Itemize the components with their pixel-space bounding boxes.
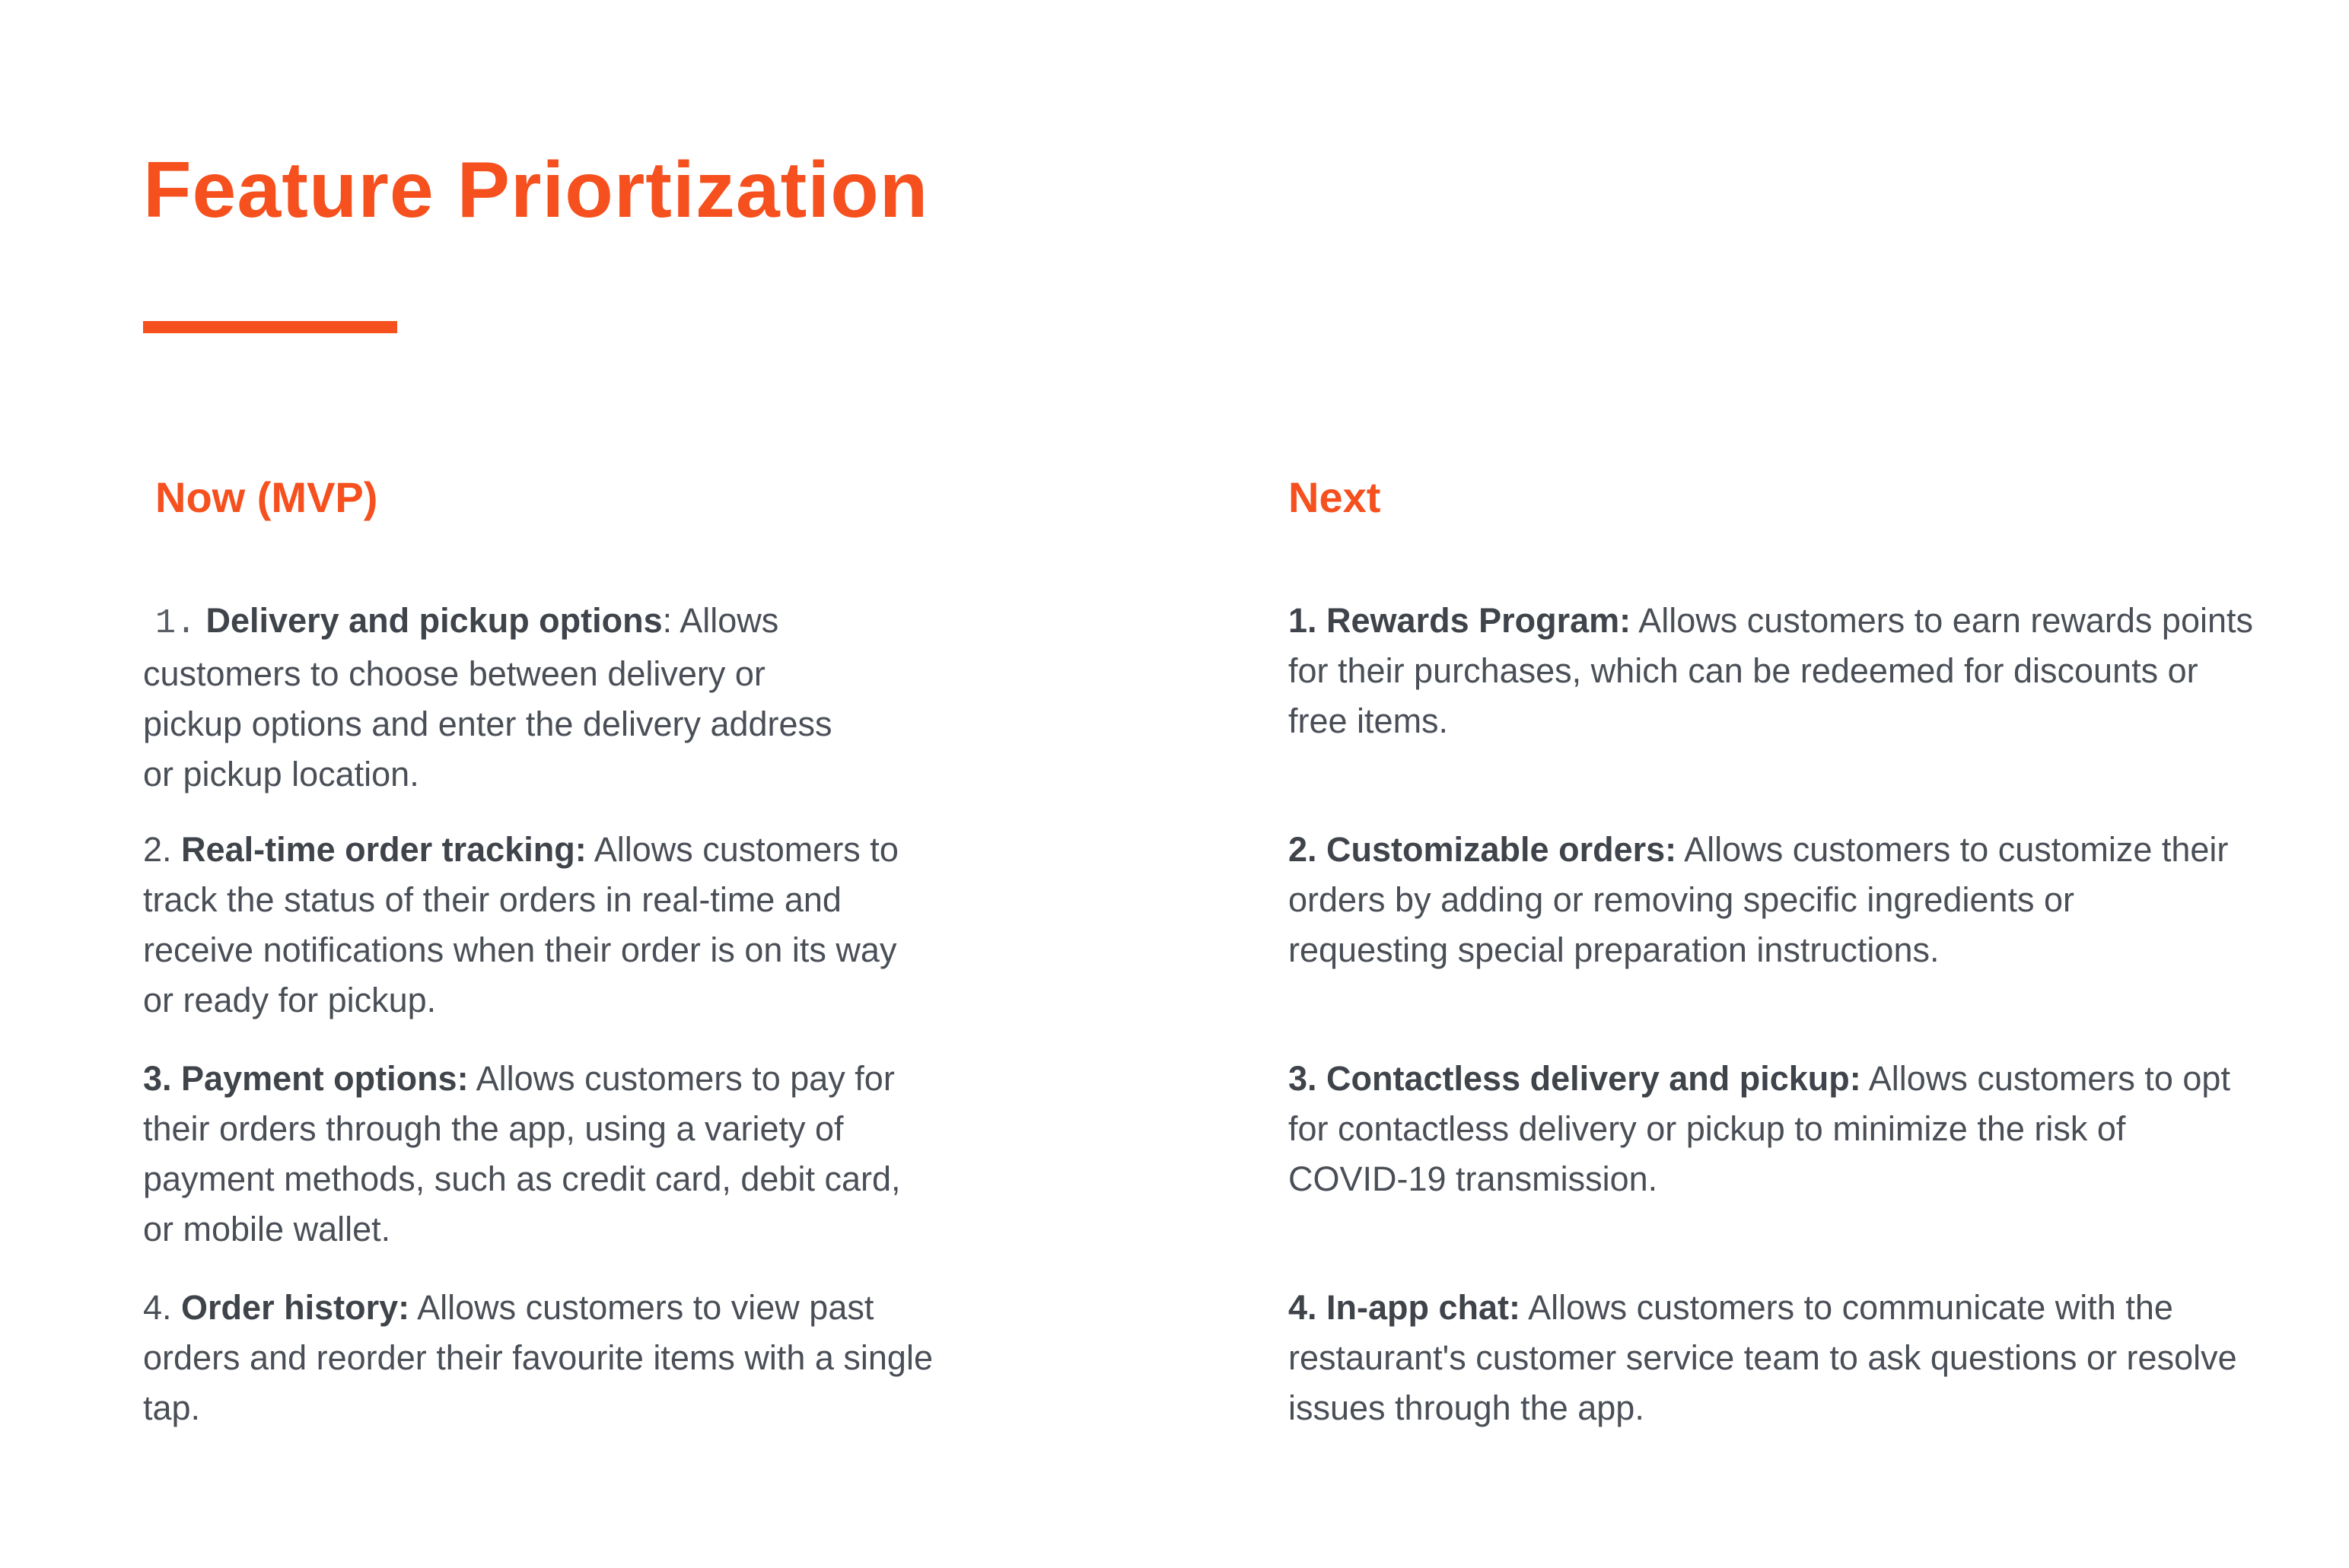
next-item-label: 1. Rewards Program:: [1288, 601, 1631, 640]
next-item-text: Allows customers to communicate with the restaurant's customer service team to ask questions or resolve issues through the app.: [1288, 1288, 2237, 1427]
now-item-separator: [409, 1288, 417, 1327]
now-item-label: Order history:: [181, 1288, 410, 1327]
next-heading: Next: [1288, 473, 1381, 521]
now-item-text: Allows customers to pay for their orders through the app, using a variety of payment methods, such as credit card, debit card, or mobile wallet.: [143, 1059, 901, 1248]
now-heading: Now (MVP): [155, 473, 378, 521]
now-item-label: Real-time order tracking:: [181, 830, 587, 869]
page-title: Feature Priortization: [143, 146, 929, 234]
now-item-payment-options: [143, 1054, 934, 1255]
next-item-separator: [1520, 1288, 1528, 1327]
now-item-order-history: [143, 1283, 950, 1433]
now-item-separator: :: [662, 601, 680, 640]
now-item-number: 4.: [143, 1288, 182, 1327]
now-item-number: 2.: [143, 830, 182, 869]
now-item-delivery-pickup: [143, 596, 843, 800]
title-underline: [143, 321, 397, 333]
now-item-text: Allows customers to view past orders and reorder their favourite items with a single tap.: [143, 1288, 933, 1427]
next-item-rewards-program: [1288, 596, 2255, 746]
now-item-separator: [469, 1059, 476, 1098]
next-item-separator: [1676, 830, 1684, 869]
next-item-label: 2. Customizable orders:: [1288, 830, 1677, 869]
next-item-contactless-delivery: [1288, 1054, 2247, 1204]
now-item-number: 1.: [155, 604, 197, 643]
next-item-separator: [1861, 1059, 1869, 1098]
now-item-label: 3. Payment options:: [143, 1059, 469, 1098]
next-item-text: Allows customers to opt for contactless delivery or pickup to minimize the risk of COVID-19 transmission.: [1288, 1059, 2230, 1198]
next-item-label: 4. In-app chat:: [1288, 1288, 1521, 1327]
now-item-separator: [587, 830, 594, 869]
now-item-order-tracking: [143, 825, 927, 1026]
next-item-customizable-orders: [1288, 825, 2239, 975]
next-item-text: Allows customers to earn rewards points for their purchases, which can be redeemed for discounts or free items.: [1288, 601, 2254, 740]
next-item-in-app-chat: [1288, 1283, 2239, 1433]
next-item-separator: [1631, 601, 1638, 640]
next-item-text: Allows customers to customize their orders by adding or removing specific ingredients or requesting special preparation instructions.: [1288, 830, 2229, 969]
now-item-label: Delivery and pickup options: [205, 601, 663, 640]
now-item-text: Allows customers to choose between delivery or pickup options and enter the delivery address or pickup location.: [143, 601, 832, 794]
next-item-label: 3. Contactless delivery and pickup:: [1288, 1059, 1861, 1098]
now-item-text: Allows customers to track the status of their orders in real-time and receive notifications when their order is on its way or ready for pickup.: [143, 830, 899, 1019]
